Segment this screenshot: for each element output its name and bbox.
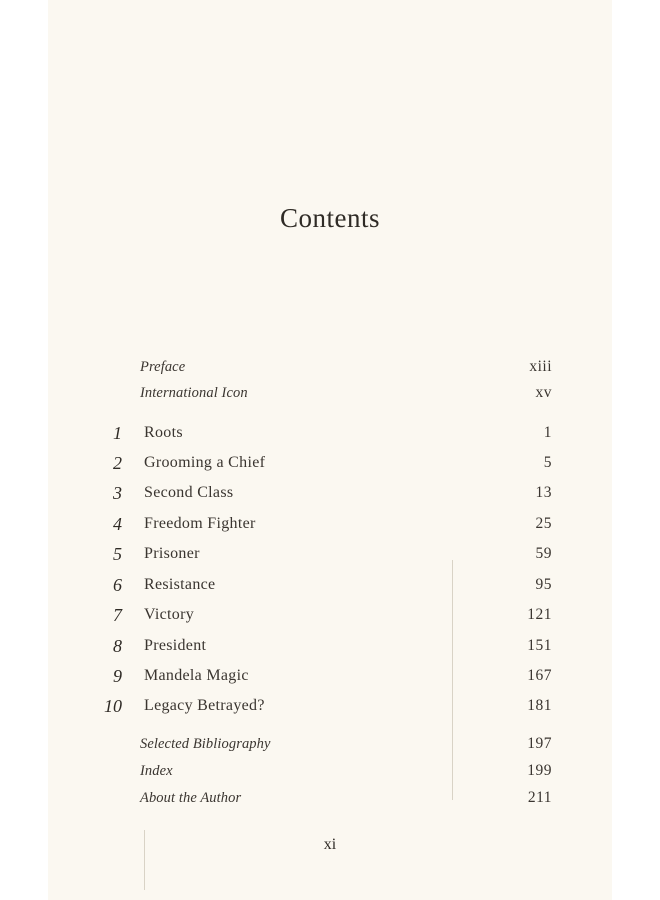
chapter-title: Grooming a Chief (144, 454, 266, 471)
chapter-number: 3 (113, 483, 122, 503)
chapter-page: 167 (527, 667, 552, 684)
toc-chapter-1[interactable] (48, 421, 612, 445)
chapter-page: 181 (527, 697, 552, 714)
chapter-page: 13 (535, 484, 552, 501)
chapter-page: 5 (543, 454, 552, 471)
chapter-title: Victory (144, 606, 195, 623)
toc-entry-international-icon[interactable] (48, 381, 612, 405)
toc-chapter-3[interactable] (48, 481, 612, 505)
toc-entry-page: 211 (527, 789, 552, 806)
chapter-number: 9 (113, 666, 122, 686)
chapter-page: 25 (535, 515, 552, 532)
chapter-page: 121 (527, 606, 552, 623)
toc-entry-title: Preface (140, 359, 186, 375)
chapter-page: 151 (527, 637, 552, 654)
toc-entry-page: xv (535, 384, 552, 401)
toc-chapter-5[interactable] (48, 542, 612, 566)
chapter-title: Roots (144, 424, 183, 441)
toc-chapter-10[interactable] (48, 694, 612, 718)
chapter-title: Resistance (144, 576, 216, 593)
chapter-title: Second Class (144, 484, 234, 501)
chapter-number: 10 (104, 696, 122, 716)
toc-entry-page: xiii (529, 358, 552, 375)
chapter-number: 8 (113, 636, 122, 656)
toc-entry-page: 199 (527, 762, 552, 779)
chapter-title: Freedom Fighter (144, 515, 256, 532)
chapter-page: 95 (535, 576, 552, 593)
chapter-number: 2 (113, 453, 122, 473)
toc-entry-title: Selected Bibliography (140, 736, 271, 752)
book-page (48, 0, 612, 900)
toc-entry-title: International Icon (140, 385, 248, 401)
toc-entry-about-the-author[interactable] (48, 786, 612, 810)
toc-chapter-8[interactable] (48, 634, 612, 658)
chapter-title: Legacy Betrayed? (144, 697, 265, 714)
toc-entry-title: About the Author (140, 790, 242, 806)
chapter-page: 1 (543, 424, 552, 441)
toc-entry-preface[interactable] (48, 355, 612, 379)
chapter-number: 6 (113, 575, 122, 595)
toc-chapter-6[interactable] (48, 573, 612, 597)
toc-entry-page: 197 (527, 735, 552, 752)
chapter-title: Mandela Magic (144, 667, 249, 684)
chapter-title: Prisoner (144, 545, 200, 562)
toc-chapter-9[interactable] (48, 664, 612, 688)
chapter-number: 1 (113, 423, 122, 443)
toc-chapter-7[interactable] (48, 603, 612, 627)
page-title: Contents (279, 203, 380, 233)
chapter-page: 59 (535, 545, 552, 562)
chapter-number: 4 (113, 514, 122, 534)
toc-entry-selected-bibliography[interactable] (48, 732, 612, 756)
chapter-number: 7 (113, 605, 122, 625)
toc-entry-index[interactable] (48, 759, 612, 783)
page-number: xi (323, 836, 337, 853)
toc-entry-title: Index (140, 763, 173, 779)
chapter-title: President (144, 637, 207, 654)
toc-chapter-4[interactable] (48, 512, 612, 536)
toc-chapter-2[interactable] (48, 451, 612, 475)
chapter-number: 5 (113, 544, 122, 564)
